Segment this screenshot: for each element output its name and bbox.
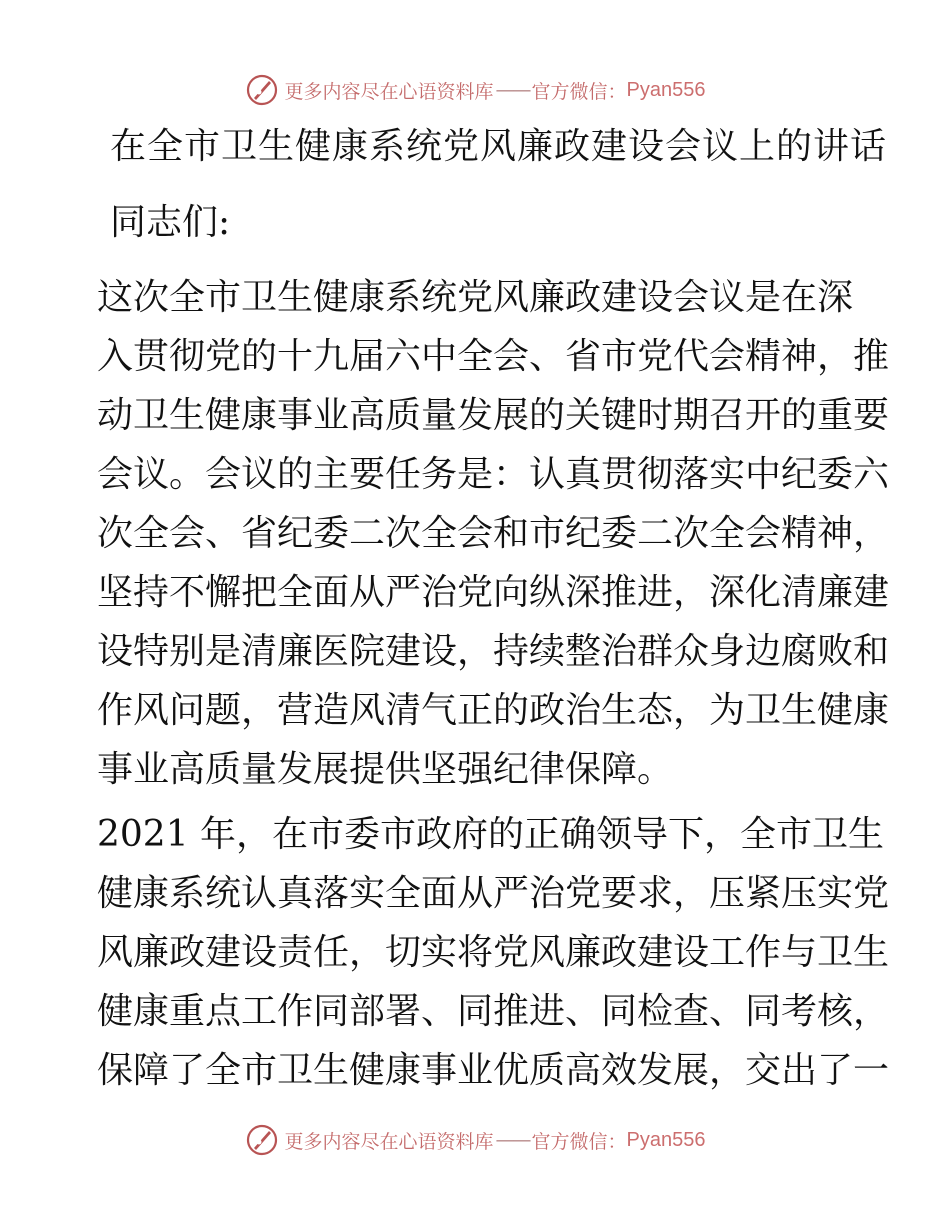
document-title: 在全市卫生健康系统党风廉政建设会议上的讲话: [110, 126, 888, 167]
text-line: 这次全市卫生健康系统党风廉政建设会议是在深: [97, 277, 854, 318]
text-line: 坚持不懈把全面从严治党向纵深推进，深化清廉建: [97, 572, 890, 613]
paragraph-1: [97, 268, 890, 799]
text-line: 动卫生健康事业高质量发展的关键时期召开的重要: [97, 395, 890, 436]
quill-circle-logo-icon: [245, 1123, 279, 1157]
watermark-wechat-label: 官方微信：: [531, 80, 627, 103]
text-line: 2021 年，在市委市政府的正确领导下，全市卫生: [97, 814, 885, 855]
text-line: 次全会、省纪委二次全会和市纪委二次全会精神，: [97, 513, 890, 554]
text-line: 风廉政建设责任，切实将党风廉政建设工作与卫生: [97, 932, 890, 973]
text-line: 健康重点工作同部署、同推进、同检查、同考核，: [97, 991, 890, 1032]
watermark-wechat-id: Pyan556: [626, 1128, 706, 1151]
watermark-wechat-id: Pyan556: [626, 78, 706, 101]
text-line: 作风问题，营造风清气正的政治生态，为卫生健康: [97, 690, 890, 731]
text-line: 事业高质量发展提供坚强纪律保障。: [97, 749, 674, 790]
text-line: 入贯彻党的十九届六中全会、省市党代会精神，推: [97, 336, 890, 377]
watermark-wechat-label: 官方微信：: [531, 1130, 627, 1153]
text-line: 保障了全市卫生健康事业优质高效发展，交出了一: [97, 1050, 890, 1091]
header-watermark: [0, 70, 950, 110]
watermark-separator: ——: [495, 79, 530, 101]
text-line: 设特别是清廉医院建设，持续整治群众身边腐败和: [97, 631, 890, 672]
watermark-separator: ——: [495, 1129, 530, 1151]
watermark-text: 更多内容尽在心语资料库: [284, 1130, 494, 1153]
quill-circle-logo-icon: [245, 73, 279, 107]
text-line: 会议。会议的主要任务是：认真贯彻落实中纪委六: [97, 454, 890, 495]
watermark-text: 更多内容尽在心语资料库: [284, 80, 494, 103]
paragraph-2: [97, 805, 890, 1100]
text-line: 健康系统认真落实全面从严治党要求，压紧压实党: [97, 873, 890, 914]
footer-watermark: [0, 1120, 950, 1160]
salutation: 同志们:: [110, 202, 231, 243]
